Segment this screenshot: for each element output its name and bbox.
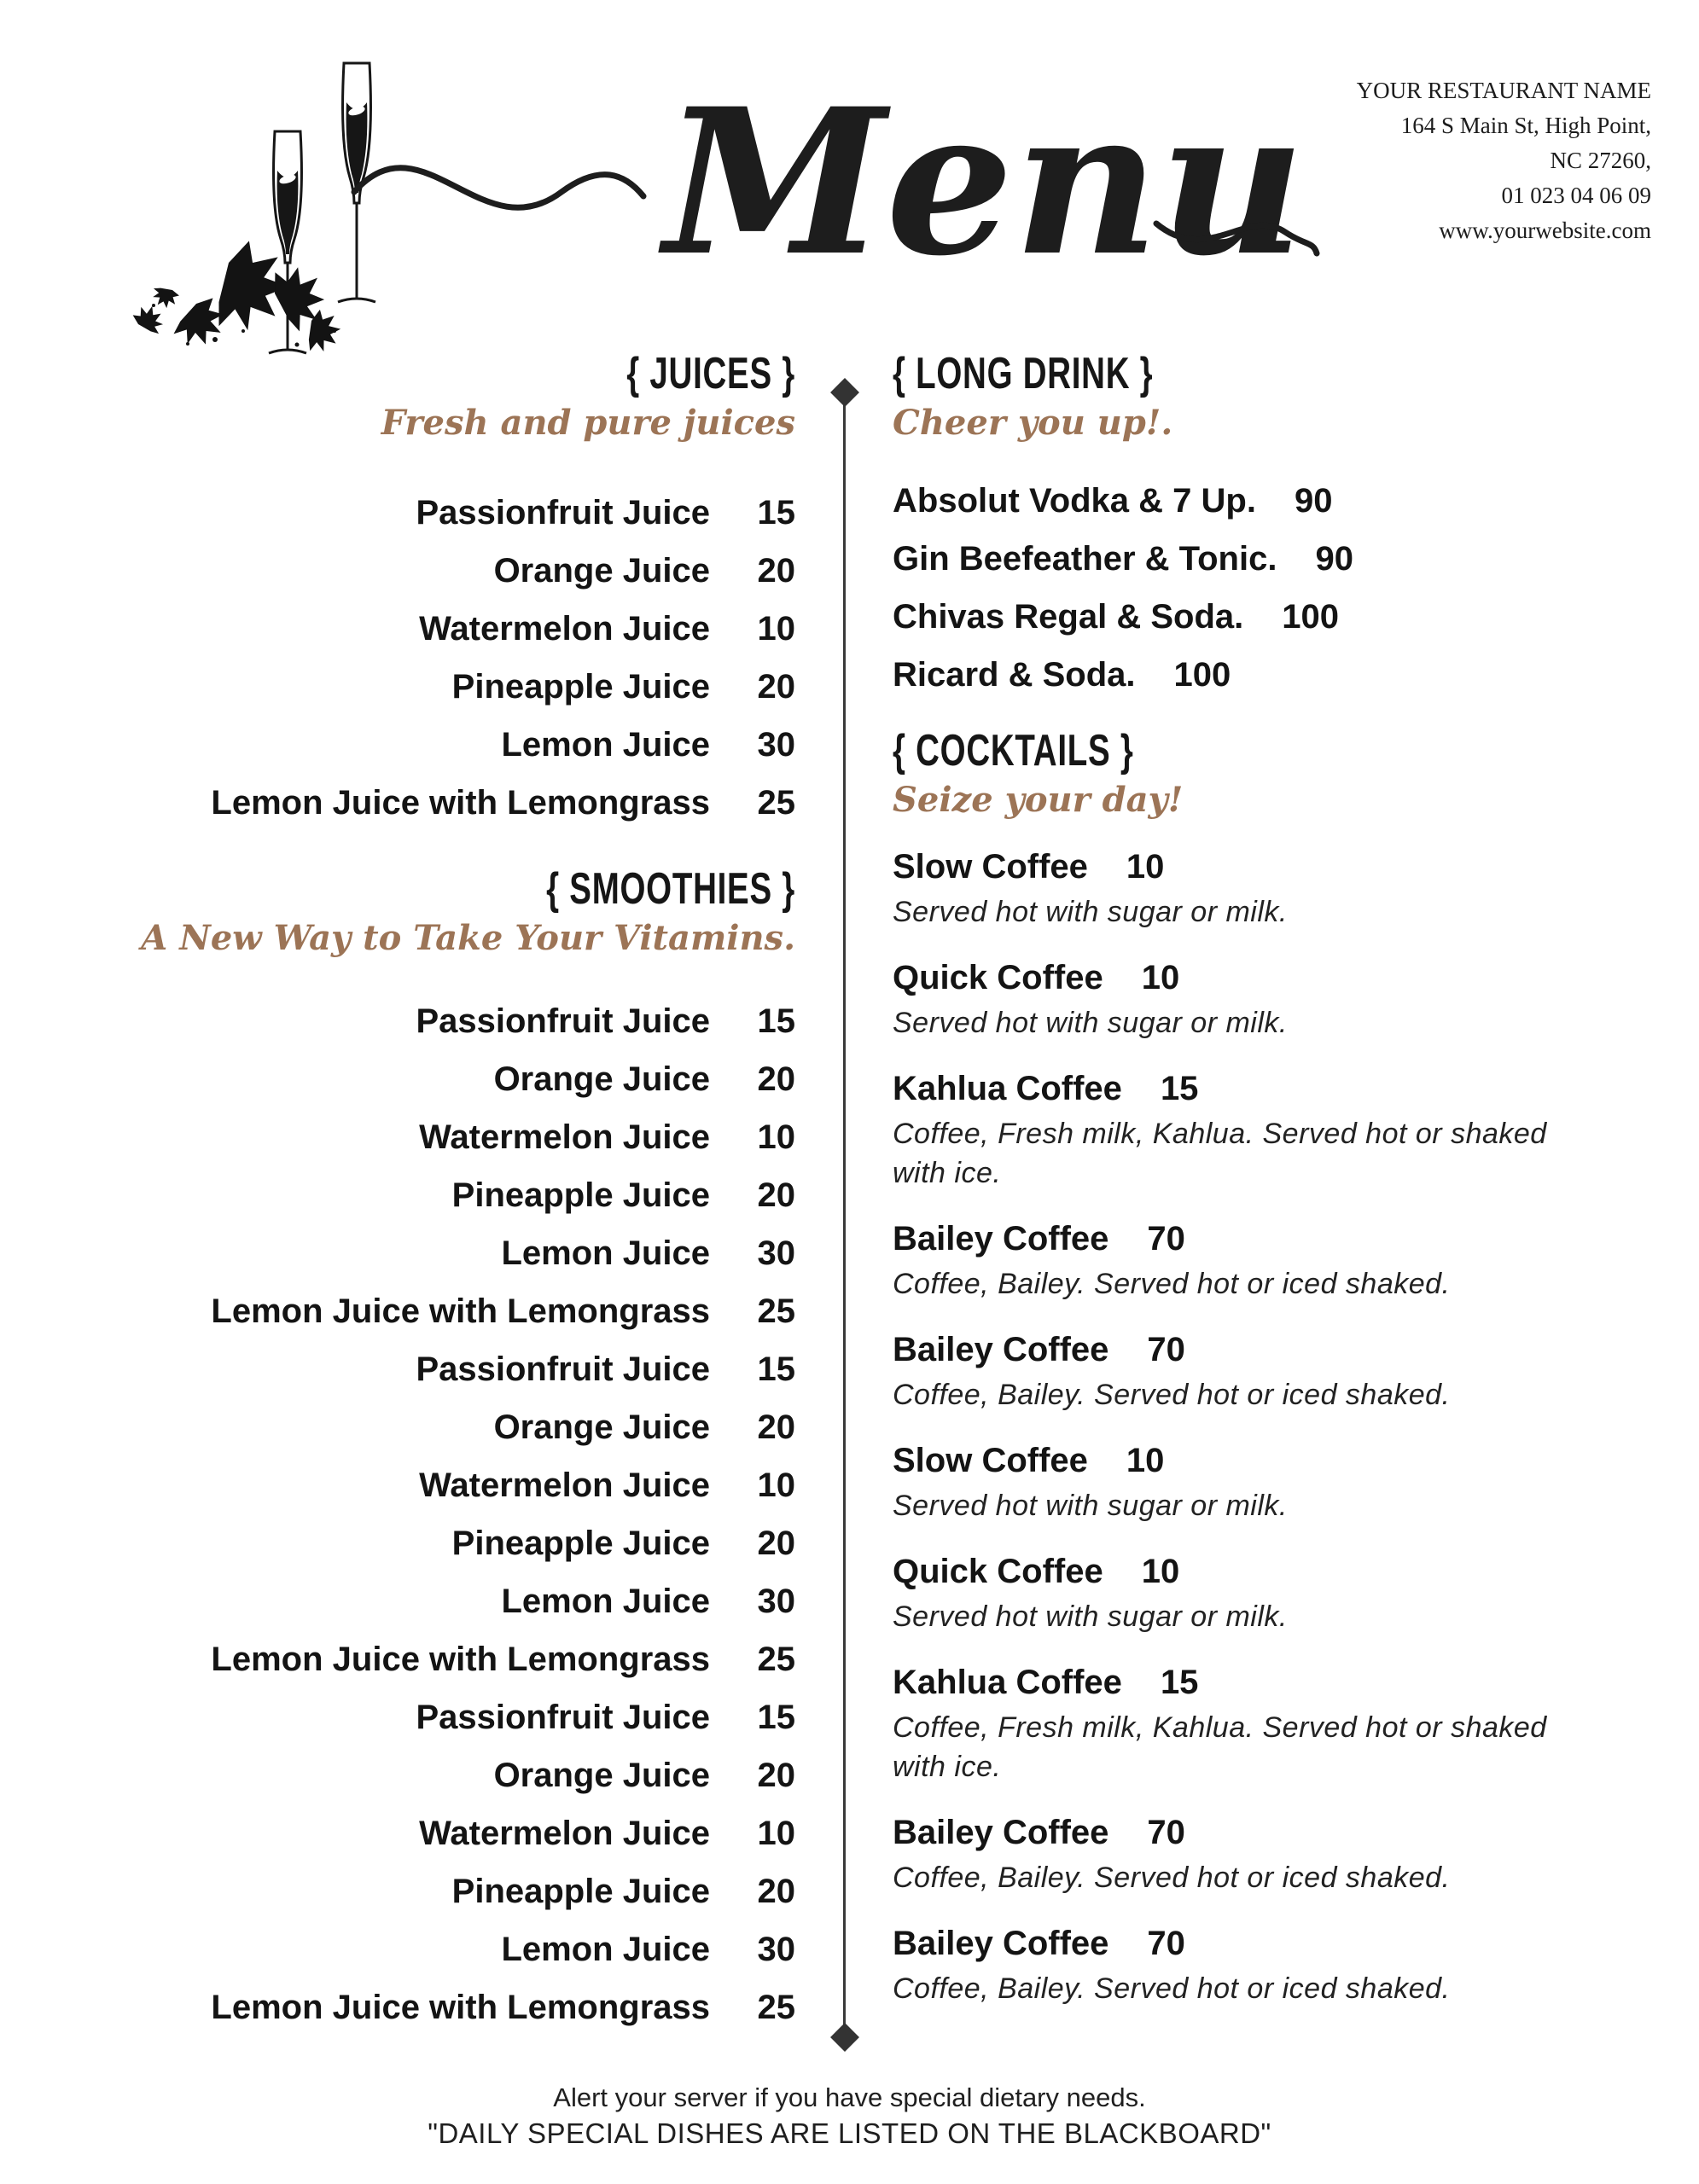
item-price: 70 (1147, 1331, 1185, 1368)
item-price: 90 (1315, 540, 1353, 578)
restaurant-website: www.yourwebsite.com (1439, 218, 1651, 243)
menu-item-row (137, 783, 795, 822)
cocktails-list (893, 846, 1558, 2008)
menu-item-row (137, 1988, 795, 2027)
item-name: Watermelon Juice (419, 1118, 710, 1156)
item-price: 25 (757, 1989, 795, 2026)
item-name: Pineapple Juice (451, 1176, 710, 1214)
item-price: 10 (1126, 1442, 1165, 1479)
item-price: 15 (1160, 1070, 1199, 1107)
juices-heading: { JUICES } (626, 349, 795, 398)
item-name: Orange Juice (493, 1060, 710, 1098)
item-price: 10 (1126, 848, 1165, 886)
smoothies-tagline: A New Way to Take Your Vitamins. (141, 918, 795, 958)
menu-item-entry (893, 1812, 1558, 1897)
menu-title-text: Menu (664, 65, 1306, 300)
menu-item-row (137, 551, 795, 590)
item-price: 30 (757, 1931, 795, 1968)
item-name: Pineapple Juice (451, 1873, 710, 1910)
menu-item-row (137, 1234, 795, 1273)
item-price: 20 (757, 1176, 795, 1214)
item-description: Served hot with sugar or milk. (893, 896, 1288, 928)
menu-item-row (137, 1002, 795, 1041)
item-name: Lemon Juice (501, 726, 710, 764)
item-title-row (893, 1218, 1558, 1259)
item-title-row (893, 1812, 1558, 1853)
menu-item-row (137, 1060, 795, 1099)
item-name: Lemon Juice (501, 1234, 710, 1272)
item-name: Quick Coffee (893, 959, 1103, 996)
item-name: Slow Coffee (893, 1442, 1088, 1479)
menu-item-row (137, 1872, 795, 1911)
menu-item-entry (893, 1923, 1558, 2008)
item-price: 10 (757, 1467, 795, 1504)
item-description: Coffee, Bailey. Served hot or iced shaked. (893, 1972, 1451, 2005)
item-price: 30 (757, 1234, 795, 1272)
item-price: 20 (757, 668, 795, 706)
item-price: 70 (1147, 1814, 1185, 1851)
item-price: 100 (1282, 598, 1339, 636)
footer-daily-special-note: "DAILY SPECIAL DISHES ARE LISTED ON THE BLACKBOARD" (428, 2117, 1271, 2149)
item-price: 100 (1173, 656, 1231, 694)
section-juices (137, 351, 795, 822)
item-name: Passionfruit Juice (416, 1350, 710, 1388)
item-name: Lemon Juice with Lemongrass (211, 1989, 710, 2026)
menu-item-entry (893, 1440, 1558, 1525)
item-name: Pineapple Juice (451, 668, 710, 706)
menu-item-row (893, 481, 1558, 520)
item-price: 15 (757, 1002, 795, 1040)
item-price: 20 (757, 552, 795, 590)
restaurant-name: YOUR RESTAURANT NAME (1356, 78, 1651, 103)
item-name: Bailey Coffee (893, 1814, 1109, 1851)
item-price: 25 (757, 1292, 795, 1330)
menu-item-row (137, 493, 795, 532)
menu-item-row (137, 1814, 795, 1853)
item-name: Passionfruit Juice (416, 1699, 710, 1736)
item-name: Lemon Juice with Lemongrass (211, 1292, 710, 1330)
item-description: Coffee, Fresh milk, Kahlua. Served hot or shaked with ice. (893, 1118, 1547, 1189)
item-name: Lemon Juice (501, 1583, 710, 1620)
menu-item-row (137, 725, 795, 764)
item-price: 20 (757, 1060, 795, 1098)
menu-item-entry (893, 1329, 1558, 1414)
item-name: Lemon Juice (501, 1931, 710, 1968)
smoothies-heading: { SMOOTHIES } (546, 864, 795, 914)
menu-item-entry (893, 1551, 1558, 1636)
long-drink-heading: { LONG DRINK } (893, 349, 1154, 398)
item-price: 20 (757, 1525, 795, 1562)
item-description: Served hot with sugar or milk. (893, 1007, 1288, 1039)
item-price: 30 (757, 1583, 795, 1620)
item-name: Orange Juice (493, 1409, 710, 1446)
footer-dietary-note: Alert your server if you have special dietary needs. (553, 2082, 1146, 2112)
item-title-row (893, 1329, 1558, 1370)
item-name: Passionfruit Juice (416, 1002, 710, 1040)
juices-tagline: Fresh and pure juices (381, 403, 795, 443)
section-smoothies (137, 864, 795, 2027)
item-name: Lemon Juice with Lemongrass (211, 1641, 710, 1678)
item-title-row (893, 1068, 1558, 1109)
menu-item-entry (893, 1218, 1558, 1304)
menu-item-entry (893, 1662, 1558, 1786)
section-cocktails (893, 726, 1558, 2008)
menu-item-row (137, 1524, 795, 1563)
menu-item-row (137, 609, 795, 648)
item-name: Bailey Coffee (893, 1925, 1109, 1962)
item-name: Slow Coffee (893, 848, 1088, 886)
item-title-row (893, 957, 1558, 998)
item-name: Lemon Juice with Lemongrass (211, 784, 710, 822)
menu-item-entry (893, 1068, 1558, 1193)
item-price: 15 (757, 494, 795, 531)
menu-item-row (893, 539, 1558, 578)
item-name: Kahlua Coffee (893, 1070, 1122, 1107)
left-swash (354, 168, 643, 208)
item-name: Quick Coffee (893, 1553, 1103, 1590)
smoothies-list (137, 1002, 795, 2027)
cocktails-tagline: Seize your day! (893, 780, 1184, 820)
footer (0, 2080, 1699, 2152)
item-price: 70 (1147, 1925, 1185, 1962)
item-description: Served hot with sugar or milk. (893, 1490, 1288, 1522)
item-description: Coffee, Bailey. Served hot or iced shaked. (893, 1379, 1451, 1411)
item-price: 20 (757, 1757, 795, 1794)
item-description: Coffee, Fresh milk, Kahlua. Served hot or shaked with ice. (893, 1711, 1547, 1783)
menu-item-row (137, 1466, 795, 1505)
item-price: 20 (757, 1409, 795, 1446)
menu-item-row (137, 1176, 795, 1215)
menu-item-row (893, 597, 1558, 636)
item-name: Chivas Regal & Soda. (893, 598, 1244, 636)
menu-item-row (893, 655, 1558, 694)
menu-item-row (137, 1756, 795, 1795)
item-name: Ricard & Soda. (893, 656, 1136, 694)
menu-item-entry (893, 957, 1558, 1043)
menu-item-row (137, 667, 795, 706)
menu-item-entry (893, 846, 1558, 932)
item-name: Orange Juice (493, 1757, 710, 1794)
item-name: Absolut Vodka & 7 Up. (893, 482, 1256, 520)
menu-script-title (341, 34, 1323, 316)
item-name: Kahlua Coffee (893, 1664, 1122, 1701)
left-column (137, 351, 795, 2046)
item-price: 25 (757, 784, 795, 822)
restaurant-phone: 01 023 04 06 09 (1501, 183, 1651, 208)
right-column (893, 351, 1558, 2008)
item-price: 25 (757, 1641, 795, 1678)
item-description: Served hot with sugar or milk. (893, 1600, 1288, 1633)
section-long-drink (893, 351, 1558, 694)
item-name: Pineapple Juice (451, 1525, 710, 1562)
item-price: 20 (757, 1873, 795, 1910)
restaurant-info (1357, 73, 1651, 248)
item-title-row (893, 1923, 1558, 1964)
item-description: Coffee, Bailey. Served hot or iced shaked. (893, 1268, 1451, 1300)
item-title-row (893, 1662, 1558, 1703)
menu-item-row (137, 1408, 795, 1447)
item-price: 15 (757, 1699, 795, 1736)
menu-item-row (137, 1930, 795, 1969)
item-price: 15 (757, 1350, 795, 1388)
menu-item-row (137, 1292, 795, 1331)
item-price: 10 (1141, 1553, 1180, 1590)
item-price: 15 (1160, 1664, 1199, 1701)
item-title-row (893, 1551, 1558, 1592)
item-name: Orange Juice (493, 552, 710, 590)
menu-item-row (137, 1698, 795, 1737)
cocktails-heading: { COCKTAILS } (893, 726, 1134, 775)
juices-list (137, 493, 795, 822)
item-title-row (893, 846, 1558, 887)
item-name: Gin Beefeather & Tonic. (893, 540, 1277, 578)
item-price: 30 (757, 726, 795, 764)
item-price: 10 (757, 1815, 795, 1852)
item-name: Passionfruit Juice (416, 494, 710, 531)
restaurant-address-line2: NC 27260, (1550, 148, 1651, 173)
item-price: 90 (1294, 482, 1333, 520)
restaurant-address-line1: 164 S Main St, High Point, (1400, 113, 1651, 138)
item-name: Bailey Coffee (893, 1220, 1109, 1258)
column-divider (843, 392, 846, 2037)
item-name: Watermelon Juice (419, 610, 710, 648)
menu-item-row (137, 1582, 795, 1621)
item-title-row (893, 1440, 1558, 1481)
item-name: Watermelon Juice (419, 1467, 710, 1504)
menu-item-row (137, 1118, 795, 1157)
menu-item-row (137, 1350, 795, 1389)
item-price: 10 (1141, 959, 1180, 996)
menu-item-row (137, 1640, 795, 1679)
item-description: Coffee, Bailey. Served hot or iced shaked. (893, 1862, 1451, 1894)
long-drink-tagline: Cheer you up!. (893, 403, 1173, 443)
item-name: Bailey Coffee (893, 1331, 1109, 1368)
item-name: Watermelon Juice (419, 1815, 710, 1852)
item-price: 70 (1147, 1220, 1185, 1258)
long-drink-list (893, 481, 1558, 694)
item-price: 10 (757, 1118, 795, 1156)
item-price: 10 (757, 610, 795, 648)
